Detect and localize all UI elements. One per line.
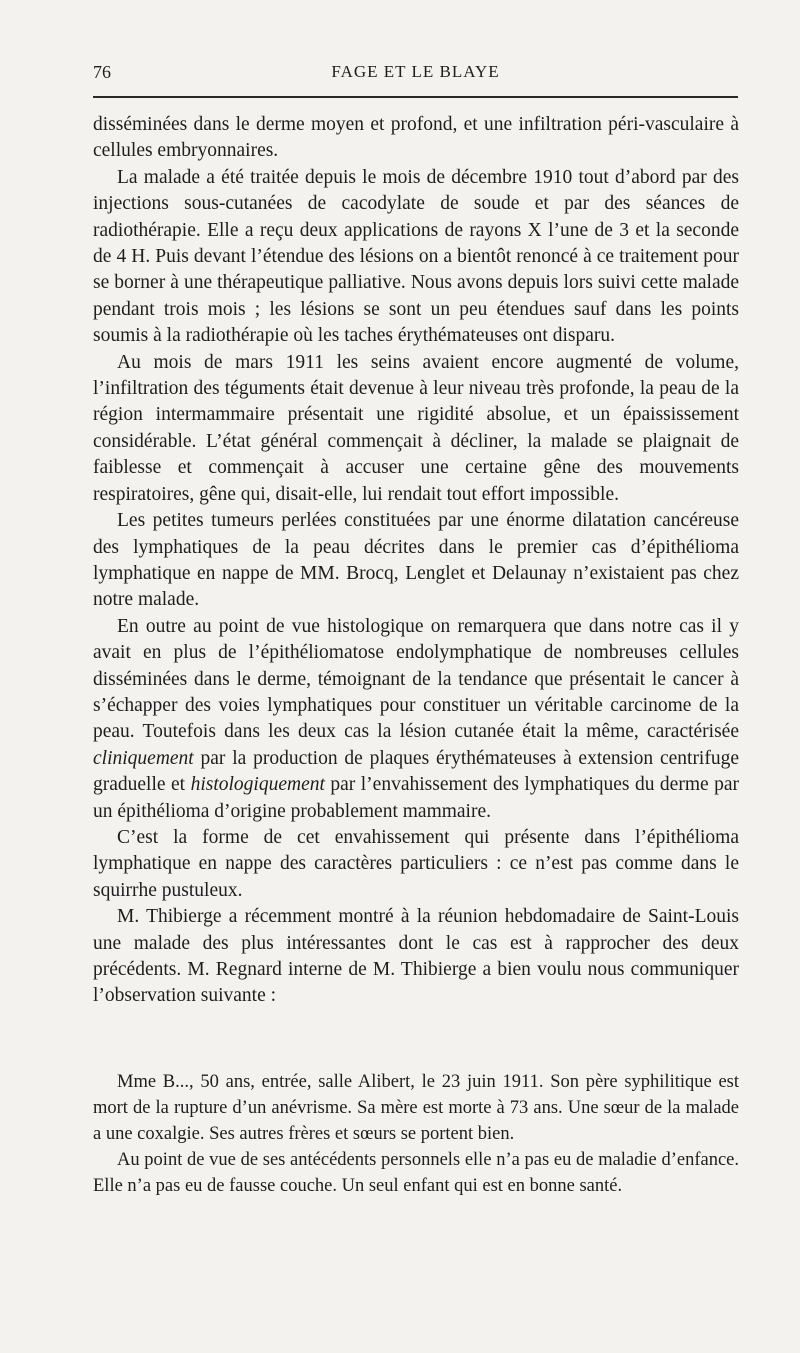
paragraph-text: par la production de plaques érythémateuses à extension centrifuge graduelle et — [93, 747, 740, 796]
paragraph: Les petites tumeurs perlées constituées par une énorme dilatation cancéreuse des lymphatiques de la peau décrites dans le premier cas d’épithélioma lymphatique en nappe de MM. Brocq, Lenglet et Delaunay n’existaient pas chez notre malade. — [93, 510, 739, 611]
observation-text — [93, 1069, 739, 1199]
paragraph: Au mois de mars 1911 les seins avaient encore augmenté de volume, l’infiltration des téguments était devenue à leur niveau très profonde, la peau de la région intermammaire présentait une rigidité absolue, et un épaississement considérable. L’état général commençait à décliner, la malade se plaignait de faiblesse et commençait à accuser une certaine gêne des mouvements respiratoires, gêne qui, disait-elle, lui rendait tout effort impossible. — [93, 351, 739, 505]
observation-paragraph: Mme B..., 50 ans, entrée, salle Alibert, le 23 juin 1911. Son père syphilitique est mort de la rupture d’un anévrisme. Sa mère est morte à 73 ans. Une sœur de la malade a une coxalgie. Ses autres frères et sœurs se portent bien. — [93, 1072, 739, 1144]
running-head: FAGE ET LE BLAYE — [331, 62, 500, 81]
italic-term: histologiquement — [190, 774, 325, 796]
paragraph-text: En outre au point de vue histologique on remarquera que dans notre cas il y avait en plus de l’épithéliomatose endolymphatique de nombreuses cellules disséminées dans le derme, témoignant de la tendance que présentait le cancer à s’échapper des voies lymphatiques pour constituer un véritable carcinome de la peau. Toutefois dans les deux cas la lésion cutanée était la même, caractérisée — [93, 615, 739, 743]
header-rule — [93, 96, 738, 98]
italic-term: cliniquement — [93, 747, 194, 769]
page-header — [93, 58, 738, 92]
body-text — [93, 112, 739, 1010]
paragraph-text: par l’envahissement des lymphatiques du derme par un épithélioma d’origine probablement mammaire. — [93, 774, 740, 822]
paragraph: M. Thibierge a récemment montré à la réunion hebdomadaire de Saint-Louis une malade des plus intéressantes dont le cas est à rapprocher des deux précédents. M. Regnard interne de M. Thibierge a bien voulu nous communiquer l’observation suivante : — [93, 906, 739, 1007]
paragraph — [93, 614, 739, 825]
observation-paragraph: Au point de vue de ses antécédents personnels elle n’a pas eu de maladie d’enfance. Elle n’a pas eu de fausse couche. Un seul enfant qui est en bonne santé. — [93, 1150, 739, 1196]
paragraph: disséminées dans le derme moyen et profond, et une infiltration péri-vasculaire à cellules embryonnaires. — [93, 114, 739, 162]
paragraph: La malade a été traitée depuis le mois de décembre 1910 tout d’abord par des injections sous-cutanées de cacodylate de soude et par des séances de radiothérapie. Elle a reçu deux applications de rayons X l’une de 3 et la seconde de 4 H. Puis devant l’étendue des lésions on a bientôt renoncé à ce traitement pour se borner à une thérapeutique palliative. Nous avons depuis lors suivi cette malade pendant trois mois ; les lésions se sont un peu étendues sauf dans les points soumis à la radiothérapie où les taches érythémateuses ont disparu. — [93, 166, 739, 347]
paragraph: C’est la forme de cet envahissement qui présente dans l’épithélioma lymphatique en nappe des caractères particuliers : ce n’est pas comme dans le squirrhe pustuleux. — [93, 826, 739, 901]
page-number: 76 — [93, 62, 111, 82]
